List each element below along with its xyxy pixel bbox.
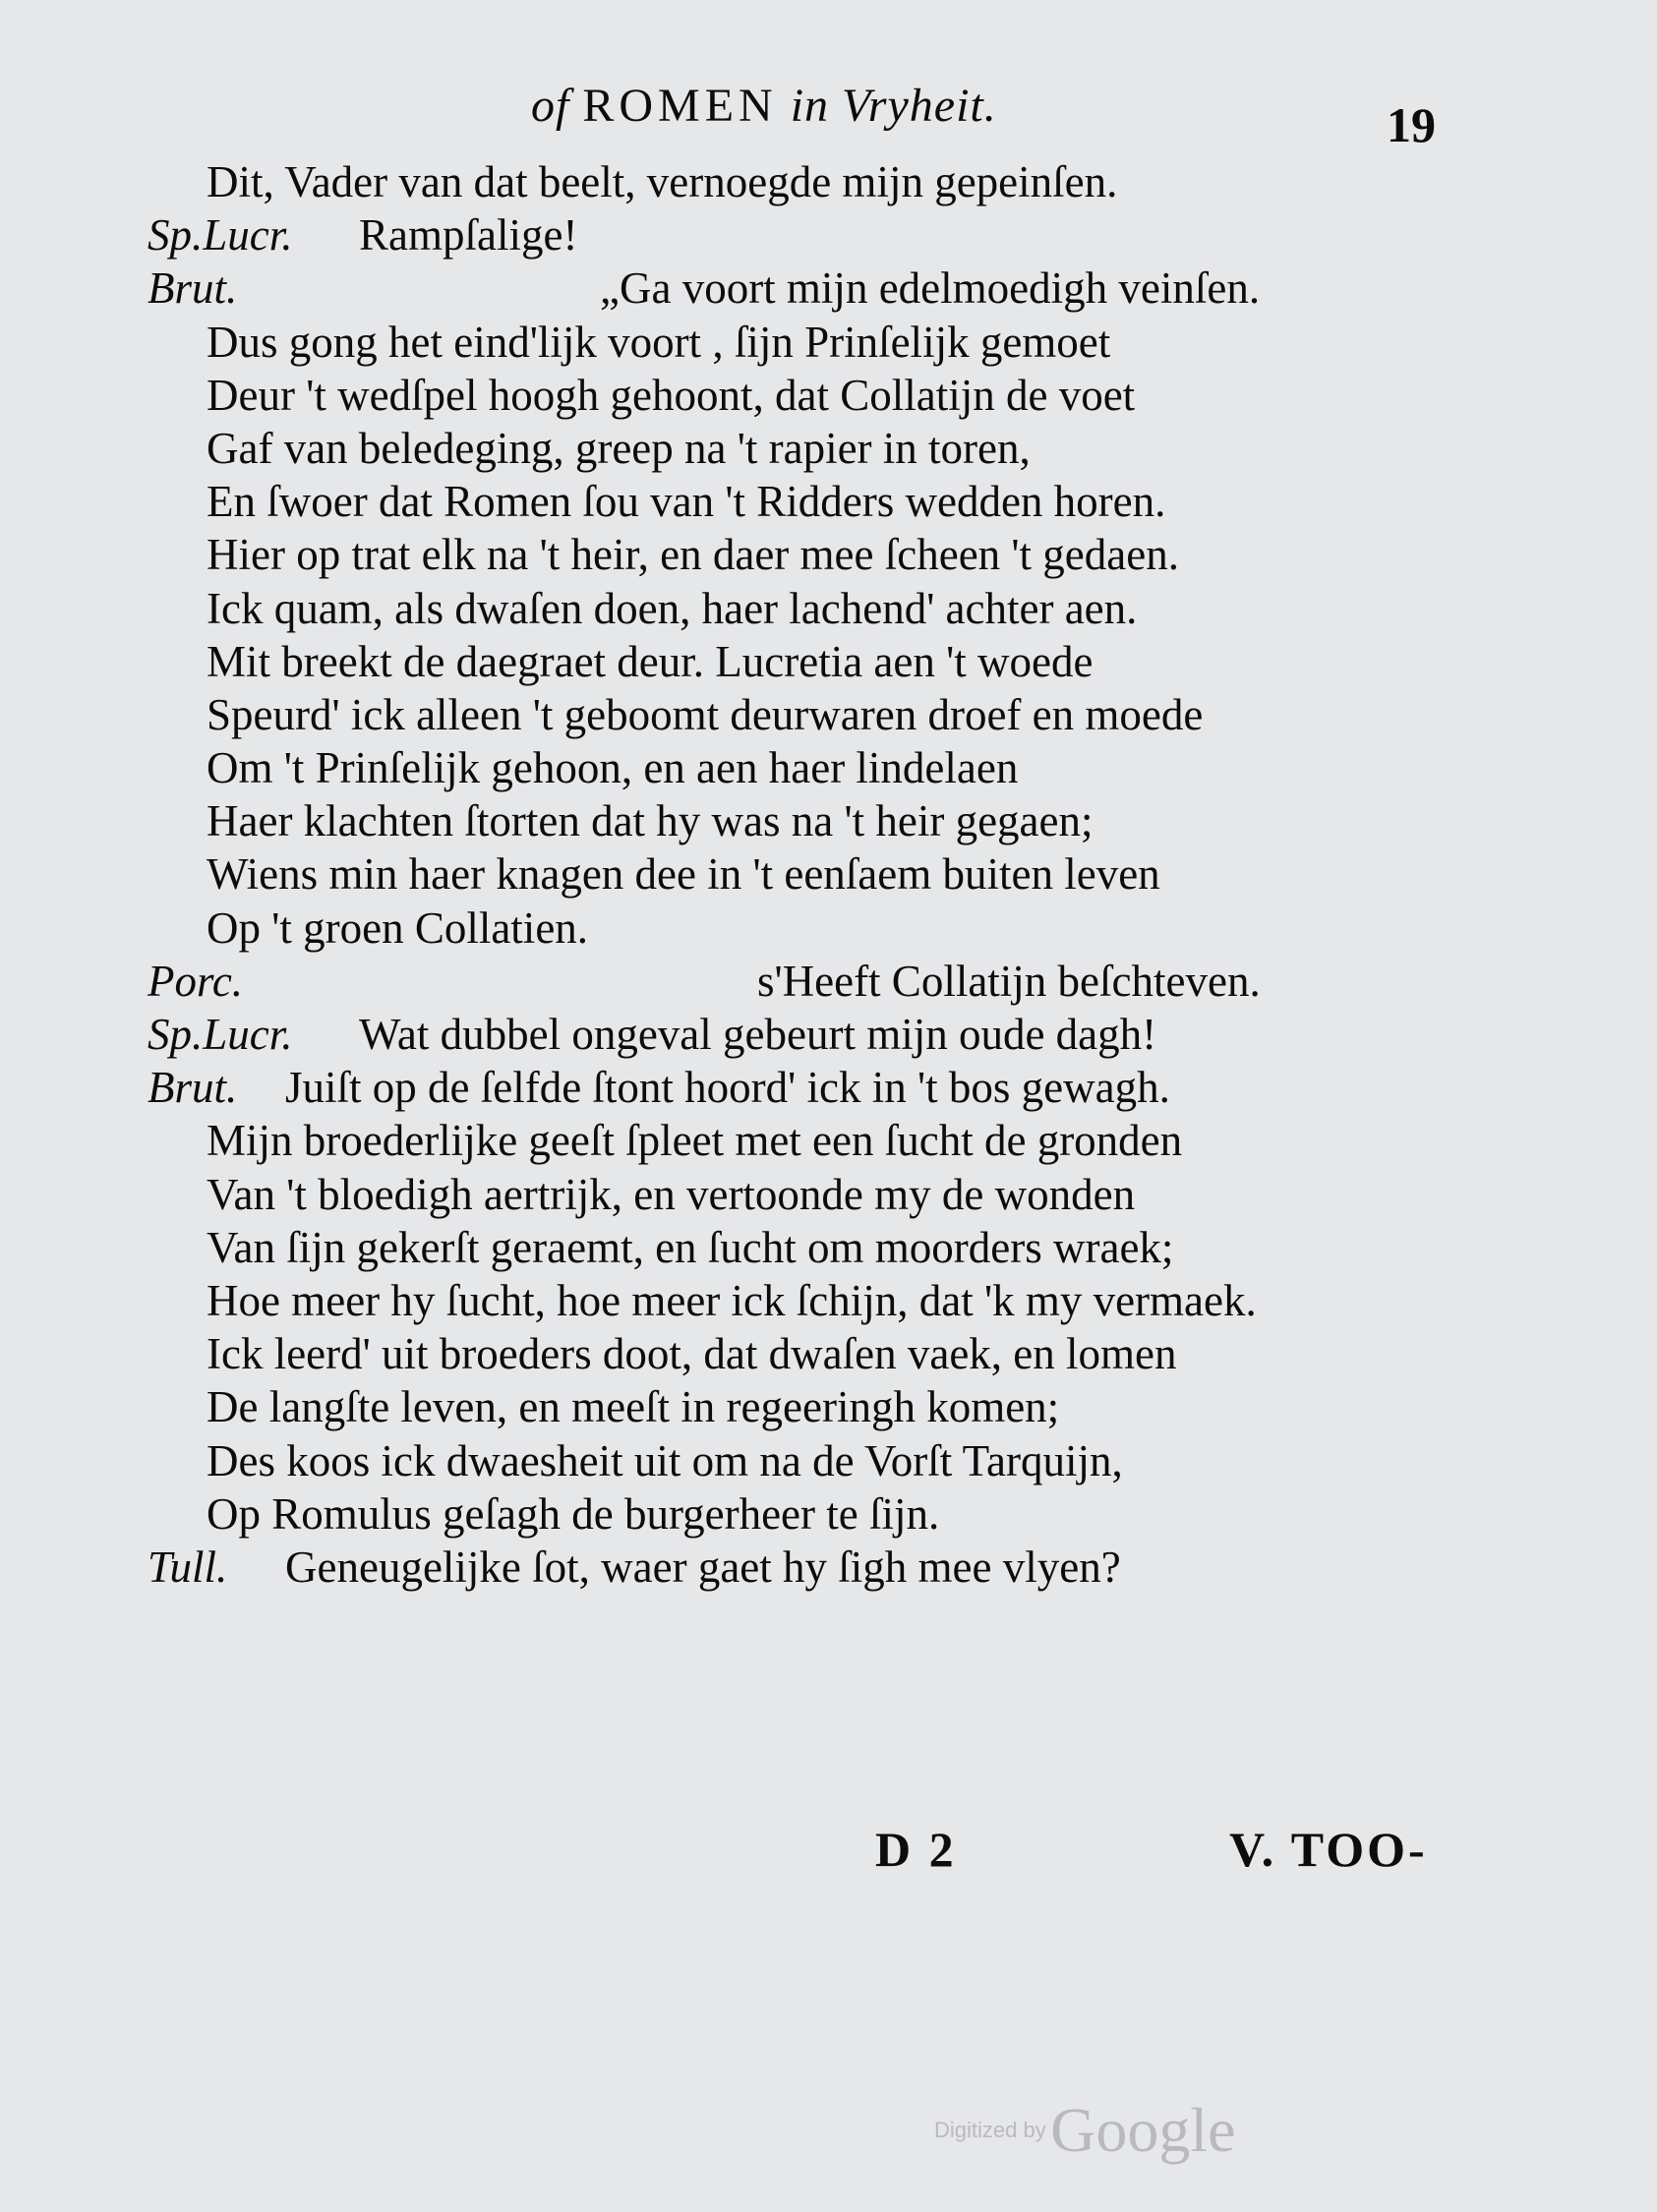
verse-line-text: Dus gong het eind'lijk voort , ſijn Prinſelijk gemoet <box>207 317 1111 367</box>
verse-line-text: Wiens min haer knagen dee in 't eenſaem buiten leven <box>207 849 1160 900</box>
verse-line <box>148 1380 1505 1433</box>
catchword: V. TOO- <box>1229 1822 1428 1877</box>
verse-line <box>148 1487 1505 1541</box>
digitized-watermark <box>934 2094 1236 2167</box>
verse-line-text: Mit breekt de daegraet deur. Lucretia aen 't woede <box>207 636 1094 686</box>
speaker-label: Tull. <box>148 1542 228 1592</box>
verse-line <box>148 155 1505 208</box>
google-logo: Google <box>1050 2095 1236 2165</box>
verse-line-text: Wat dubbel ongeval gebeurt mijn oude dagh! <box>359 1010 1157 1059</box>
verse-line <box>148 741 1505 794</box>
watermark-prefix: Digitized by <box>934 2118 1046 2142</box>
verse-line-text: Ick quam, als dwaſen doen, haer lachend' achter aen. <box>207 583 1138 633</box>
verse-line-text: En ſwoer dat Romen ſou van 't Ridders wedden horen. <box>207 477 1166 527</box>
verse-line <box>148 1061 1505 1114</box>
verse-line-text: Ick leerd' uit broeders doot, dat dwaſen vaek, en lomen <box>207 1329 1177 1379</box>
verse-line-text: Mijn broederlijke geeſt ſpleet met een ſucht de gronden <box>207 1116 1183 1166</box>
verse-line-text: Om 't Prinſelijk gehoon, en aen haer lindelaen <box>207 743 1019 793</box>
verse-line <box>148 794 1505 847</box>
verse-line <box>148 902 1505 955</box>
verse-line-text: Hoe meer hy ſucht, hoe meer ick ſchijn, dat 'k my vermaek. <box>207 1275 1257 1325</box>
verse-text <box>148 155 1505 1594</box>
verse-line-text: Geneugelijke ſot, waer gaet hy ſigh mee vlyen? <box>285 1542 1121 1592</box>
running-head-romen: ROMEN <box>582 80 778 132</box>
verse-line-text: Gaf van beledeging, greep na 't rapier in toren, <box>207 423 1031 473</box>
verse-line <box>148 635 1505 688</box>
verse-line-text: Van 't bloedigh aertrijk, en vertoonde my de wonden <box>207 1169 1136 1219</box>
verse-line <box>148 316 1505 369</box>
verse-line <box>148 1327 1505 1380</box>
speaker-label: Sp.Lucr. <box>148 210 293 261</box>
verse-line-text: Hier op trat elk na 't heir, en daer mee ſcheen 't gedaen. <box>207 530 1179 580</box>
running-head-of: of <box>531 80 570 132</box>
verse-line-text: Dit, Vader van dat beelt, vernoegde mijn gepeinſen. <box>207 157 1118 206</box>
verse-line <box>148 847 1505 901</box>
verse-line-text: Haer klachten ſtorten dat hy was na 't heir gegaen; <box>207 796 1094 846</box>
verse-line <box>148 262 1505 315</box>
verse-line-text: Juiſt op de ſelfde ſtont hoord' ick in 't bos gewagh. <box>285 1063 1170 1113</box>
verse-line <box>148 369 1505 422</box>
verse-line <box>148 422 1505 475</box>
verse-line-text: De langſte leven, en meeſt in regeeringh komen; <box>207 1382 1060 1432</box>
verse-line-text: s'Heeft Collatijn beſchteven. <box>757 956 1261 1006</box>
verse-line <box>148 1221 1505 1274</box>
verse-line <box>148 582 1505 635</box>
verse-line <box>148 1541 1505 1594</box>
speaker-label: Brut. <box>148 1063 238 1113</box>
speaker-label: Brut. <box>148 263 238 314</box>
verse-line-text: Op Romulus geſagh de burgerheer te ſijn. <box>207 1488 940 1539</box>
speaker-label: Porc. <box>148 956 244 1006</box>
signature-mark: D 2 <box>875 1822 957 1877</box>
verse-line-text: Des koos ick dwaesheit uit om na de Vorſt Tarquijn, <box>207 1435 1123 1485</box>
running-head-vryheit: Vryheit. <box>842 80 997 132</box>
verse-line-text: Rampſalige! <box>359 210 578 261</box>
speaker-label: Sp.Lucr. <box>148 1010 293 1059</box>
running-head-in: in <box>790 80 830 132</box>
verse-line <box>148 1008 1505 1061</box>
verse-line <box>148 1168 1505 1221</box>
verse-line-text: Deur 't wedſpel hoogh gehoont, dat Collatijn de voet <box>207 370 1136 420</box>
verse-line <box>148 688 1505 741</box>
verse-line <box>148 1434 1505 1487</box>
verse-line <box>148 955 1505 1008</box>
verse-line-text: „Ga voort mijn edelmoedigh veinſen. <box>600 263 1261 314</box>
verse-line <box>148 208 1505 262</box>
verse-line <box>148 1274 1505 1327</box>
verse-line <box>148 528 1505 581</box>
verse-line-text: Op 't groen Collatien. <box>207 902 589 953</box>
verse-line <box>148 1114 1505 1167</box>
running-head <box>531 79 997 133</box>
verse-line <box>148 475 1505 528</box>
verse-line-text: Speurd' ick alleen 't geboomt deurwaren droef en moede <box>207 689 1204 739</box>
verse-line-text: Van ſijn gekerſt geraemt, en ſucht om moorders wraek; <box>207 1222 1174 1272</box>
page-number: 19 <box>1387 97 1436 152</box>
